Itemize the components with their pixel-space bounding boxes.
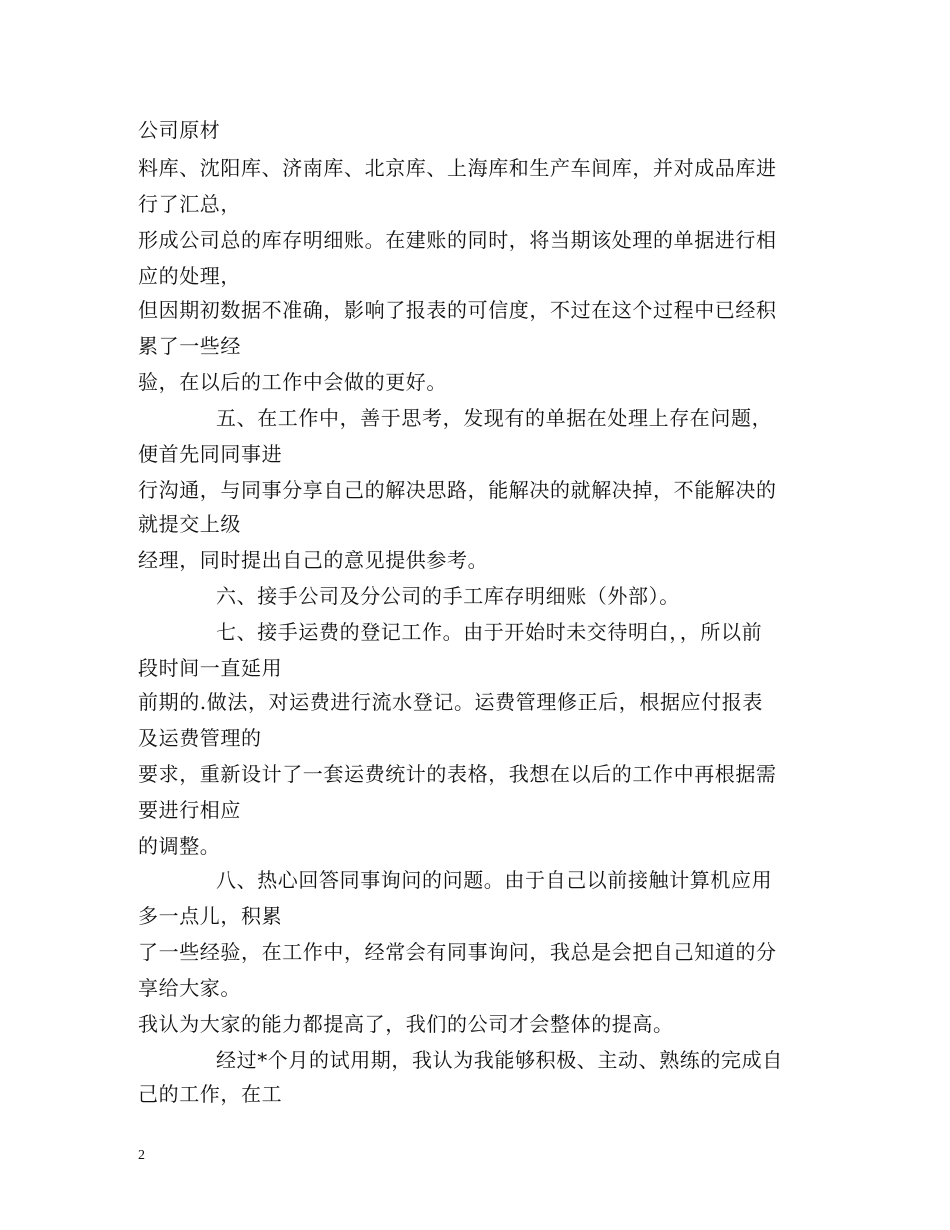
paragraph-first-line: 六、接手公司及分公司的手工库存明细账（外部）。 [216, 584, 680, 608]
text-line: 料库、沈阳库、济南库、北京库、上海库和生产车间库，并对成品库进 [138, 156, 777, 180]
text-line: 的调整。 [138, 834, 221, 858]
text-line: 行了汇总， [138, 192, 241, 216]
text-line: 我认为大家的能力都提高了，我们的公司才会整体的提高。 [138, 1012, 674, 1036]
paragraph-first-line: 经过*个月的试用期，我认为我能够积极、主动、熟练的完成自 [216, 1048, 783, 1072]
text-line: 段时间一直延用 [138, 656, 283, 680]
text-line: 享给大家。 [138, 976, 241, 1000]
text-line: 就提交上级 [138, 512, 241, 536]
text-line: 要进行相应 [138, 798, 241, 822]
text-line: 己的工作，在工 [138, 1082, 283, 1106]
text-line: 行沟通，与同事分享自己的解决思路，能解决的就解决掉，不能解决的 [138, 478, 777, 502]
paragraph-first-line: 七、接手运费的登记工作。由于开始时未交待明白，，所以前 [216, 620, 763, 644]
paragraph-first-line: 八、热心回答同事询问的问题。由于自己以前接触计算机应用 [216, 868, 773, 892]
text-line: 便首先同同事进 [138, 442, 283, 466]
text-line: 经理，同时提出自己的意见提供参考。 [138, 548, 489, 572]
text-line: 多一点儿，积累 [138, 904, 283, 928]
text-line: 形成公司总的库存明细账。在建账的同时，将当期该处理的单据进行相 [138, 228, 777, 252]
text-line: 及运费管理的 [138, 726, 262, 750]
paragraph-first-line: 五、在工作中，善于思考，发现有的单据在处理上存在问题， [216, 406, 773, 430]
text-line: 要求，重新设计了一套运费统计的表格，我想在以后的工作中再根据需 [138, 762, 777, 786]
text-line: 公司原材 [138, 118, 221, 142]
page-number: 2 [138, 1148, 145, 1163]
text-line: 验，在以后的工作中会做的更好。 [138, 370, 447, 394]
text-line: 前期的.做法，对运费进行流水登记。运费管理修正后，根据应付报表 [138, 690, 763, 714]
text-line: 累了一些经 [138, 334, 241, 358]
text-line: 了一些经验，在工作中，经常会有同事询问，我总是会把自己知道的分 [138, 940, 777, 964]
text-line: 应的处理， [138, 264, 241, 288]
text-line: 但因期初数据不准确，影响了报表的可信度，不过在这个过程中已经积 [138, 298, 777, 322]
